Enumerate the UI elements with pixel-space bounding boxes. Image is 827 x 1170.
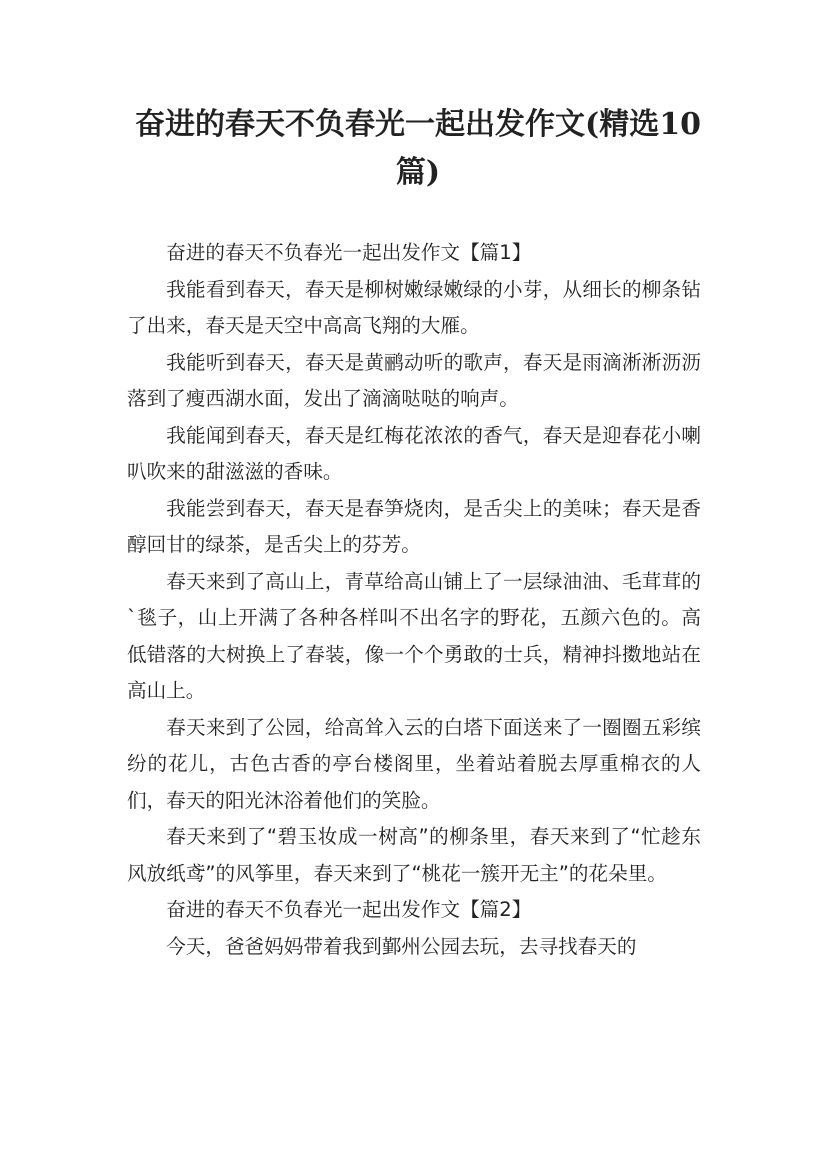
paragraph: 今天，爸爸妈妈带着我到鄞州公园去玩，去寻找春天的 xyxy=(166,934,637,958)
paragraph: 我能尝到春天，春天是春笋烧肉，是舌尖上的美味；春天是香醇回甘的绿茶，是舌尖上的芬芳。 xyxy=(127,496,701,556)
paragraph: 我能看到春天，春天是柳树嫩绿嫩绿的小芽，从细长的柳条钻了出来，春天是天空中高高飞翔的大雁。 xyxy=(127,277,701,337)
paragraph: 我能听到春天，春天是黄鹂动听的歌声，春天是雨滴淅淅沥沥落到了瘦西湖水面，发出了滴滴哒哒的响声。 xyxy=(127,350,701,410)
section-heading: 奋进的春天不负春光一起出发作文【篇1】 xyxy=(166,241,532,264)
paragraph: 春天来到了公园，给高耸入云的白塔下面送来了一圈圈五彩缤纷的花儿，古色古香的亭台楼阁里，坐着站着脱去厚重棉衣的人们，春天的阳光沐浴着他们的笑脸。 xyxy=(127,715,701,812)
section-heading: 奋进的春天不负春光一起出发作文【篇2】 xyxy=(166,898,532,921)
paragraph: 春天来到了“碧玉妆成一树高”的柳条里，春天来到了“忙趁东风放纸鸢”的风筝里，春天来到了“桃花一簇开无主”的花朵里。 xyxy=(127,825,701,885)
document-body xyxy=(127,235,701,965)
document-title: 奋进的春天不负春光一起出发作文(精选10篇) xyxy=(135,107,701,190)
paragraph: 我能闻到春天，春天是红梅花浓浓的香气，春天是迎春花小喇叭吹来的甜滋滋的香味。 xyxy=(127,423,701,483)
paragraph: 春天来到了高山上，青草给高山铺上了一层绿油油、毛茸茸的`毯子，山上开满了各种各样叫不出名字的野花，五颜六色的。高低错落的大树换上了春装，像一个个勇敢的士兵，精神抖擞地站在高山上。 xyxy=(127,569,701,702)
